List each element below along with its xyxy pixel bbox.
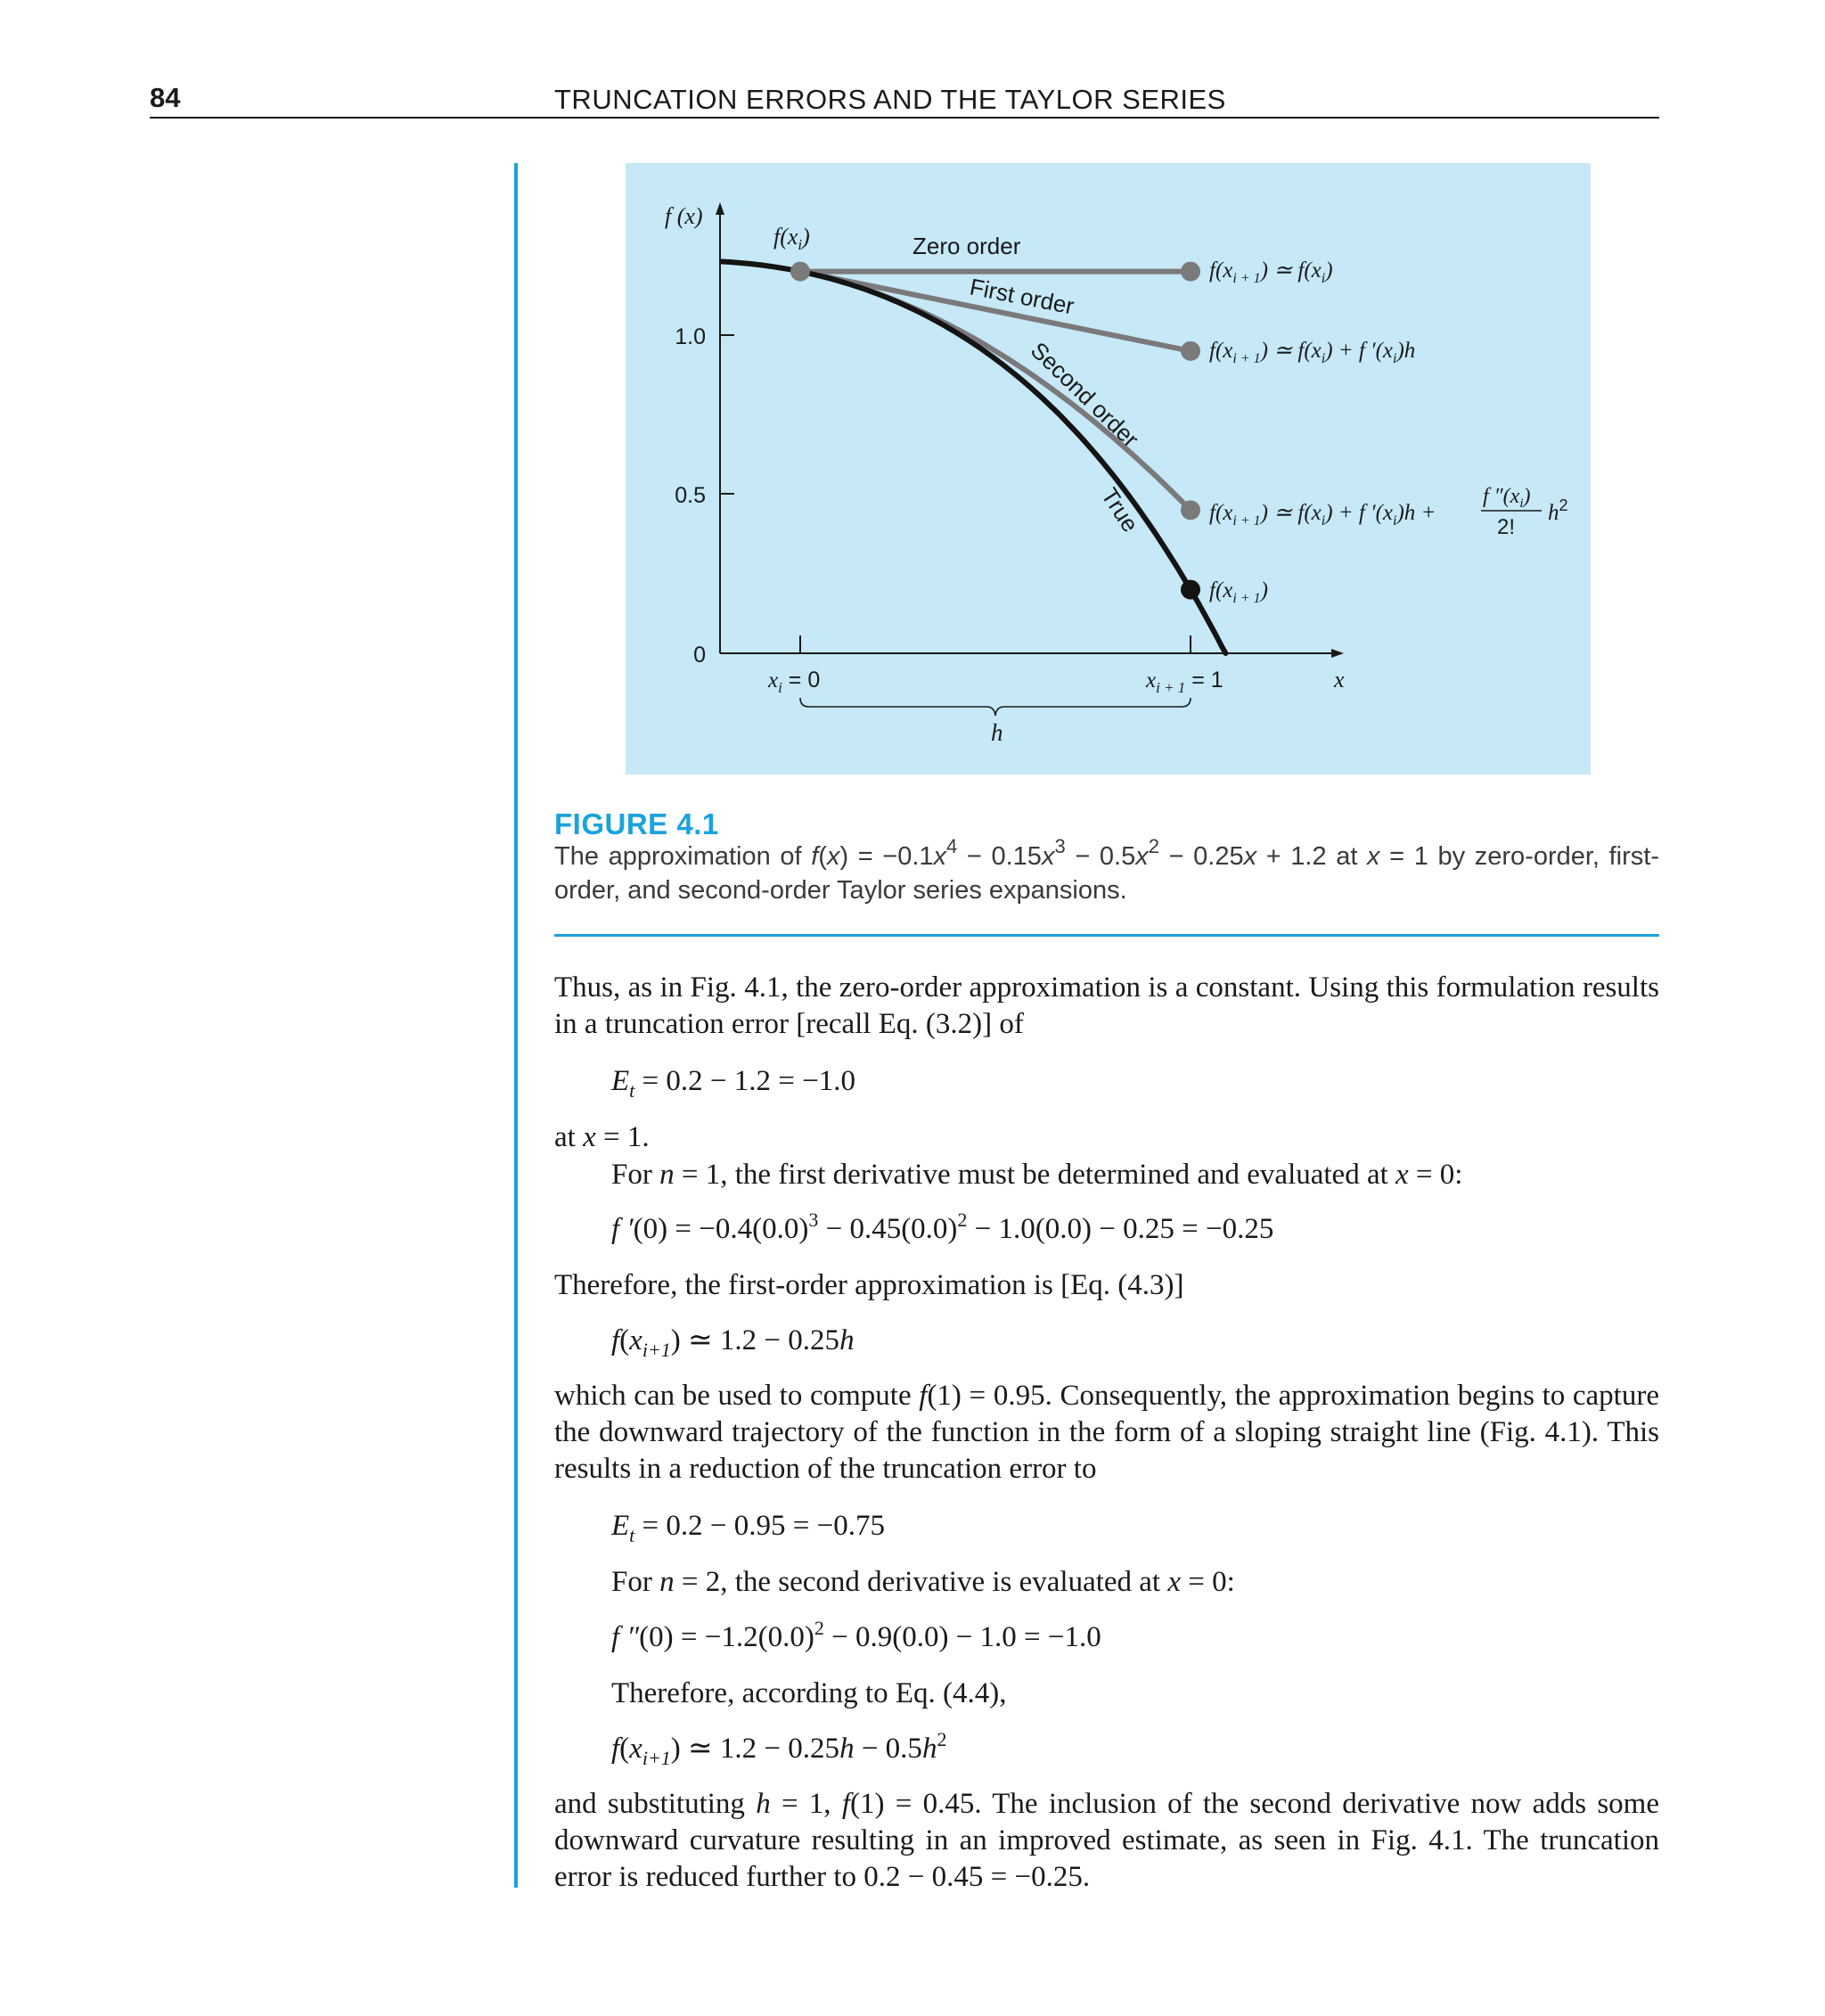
x-axis-label: x [1334, 667, 1345, 692]
equation-2: f $'(0) = -0.4(0.0)^3 - 0.45(0.0)^2 - 1.0(0.0) - 0.25 = -0.25$ [611, 1209, 1274, 1245]
paragraph-4: Therefore, the first-order approximation is [Eq. (4.3)] [554, 1269, 1184, 1301]
y-axis-label: f (x) [665, 203, 703, 229]
label-start-point: $f(x_i)$ [773, 224, 810, 253]
running-head: TRUNCATION ERRORS AND THE TAYLOR SERIES [554, 84, 1226, 115]
equation-5: f $''(0) = -1.2(0.0)^2 - 0.9(0.0) - 1.0 = -1.0$ [611, 1617, 1101, 1653]
point-0 [790, 262, 810, 282]
figure-label: FIGURE 4.1 [554, 807, 719, 840]
accent-bar [514, 163, 518, 1888]
label-end-zero: $f(x_{i + 1})$ ≃ $f(x_i)$ [1209, 258, 1333, 286]
figure-panel [626, 163, 1591, 774]
paragraph-8: and substituting h = 1, f(1) = 0.45. The inclusion of the second derivative now adds some downward curvature resulting in an improved estimate, as seen in Fig. 4.1. The truncation error is reduced further to 0.2 − 0.45 = −0.25. [554, 1788, 1659, 1893]
y-tick-label-0: 0 [693, 643, 706, 668]
equation-6: $f(x_{i+1})$ ≃ $1.2 - 0.25h - 0.5h^2$ [611, 1728, 947, 1769]
equation-3: $f(x_{i+1})$ ≃ 1.2 − 0.25h [611, 1324, 855, 1361]
y-axis-arrow [716, 202, 724, 215]
label-end-second-frac-num: f $''(x_i)$ [1483, 485, 1531, 511]
equation-1: $E_t = 0.2 - 1.2 = -1.0$ [611, 1065, 855, 1102]
series-true [722, 262, 1225, 654]
paragraph-6: For n = 2, the second derivative is evaluated at x = 0: [611, 1566, 1235, 1598]
x-tick-label-right: $x_{i + 1} = 1$ [1146, 668, 1223, 696]
y-tick-label-05: 0.5 [675, 483, 706, 508]
label-end-second-tail: $h^2$ [1548, 496, 1568, 525]
label-second-order: Second order [1025, 336, 1144, 453]
label-true: True [1095, 482, 1144, 537]
paragraph-3: For n = 1, the first derivative must be determined and evaluated at x = 0: [611, 1159, 1463, 1191]
series-second-order [800, 272, 1191, 511]
header-rule [150, 117, 1659, 119]
label-first-order: First order [967, 273, 1076, 320]
paragraph-2: at x = 1. [554, 1121, 650, 1153]
y-tick-label-1: 1.0 [675, 324, 706, 349]
paragraph-7: Therefore, according to Eq. (4.4), [611, 1677, 1007, 1709]
curve-group [722, 262, 1225, 654]
point-4 [1181, 580, 1200, 600]
label-end-first: $f(x_{i + 1})$ ≃ $f(x_i) + f$ $'(x_i)h$ [1209, 339, 1416, 366]
figure-caption: The approximation of $f(x) = -0.1x^4 - 0.15x^3 - 0.5x^2 - 0.25x + 1.2$ at x = 1 by zero-order, first-order, and second-order Taylor series expansions. [554, 835, 1659, 905]
equation-4: $E_t = 0.2 - 0.95 = -0.75$ [611, 1510, 885, 1546]
caption-rule [554, 934, 1659, 937]
point-2 [1181, 341, 1200, 361]
label-zero-order: Zero order [912, 233, 1021, 259]
label-end-second: $f(x_{i + 1})$ ≃ $f(x_i) + f$ $'(x_i)h$ + [1209, 501, 1436, 529]
page-number: 84 [150, 82, 181, 113]
point-3 [1181, 500, 1200, 520]
label-end-true: $f(x_{i + 1})$ [1209, 578, 1268, 606]
brace-label: h [991, 719, 1003, 746]
figure-chart [626, 163, 1591, 774]
x-axis-arrow [1331, 649, 1344, 658]
paragraph-1: Thus, as in Fig. 4.1, the zero-order approximation is a constant. Using this formulation results in a truncation error [recall Eq. (3.2)] of [554, 971, 1659, 1040]
point-1 [1181, 262, 1200, 282]
h-brace [800, 698, 1191, 716]
x-tick-label-left: $x_i = 0$ [768, 668, 821, 696]
label-end-second-frac-den: 2! [1497, 515, 1516, 539]
paragraph-5: which can be used to compute f(1) = 0.95. Consequently, the approximation begins to capture the downward trajectory of the function in the form of a sloping straight line (Fig. 4.1). This results in a reduction of the truncation error to [554, 1380, 1659, 1485]
